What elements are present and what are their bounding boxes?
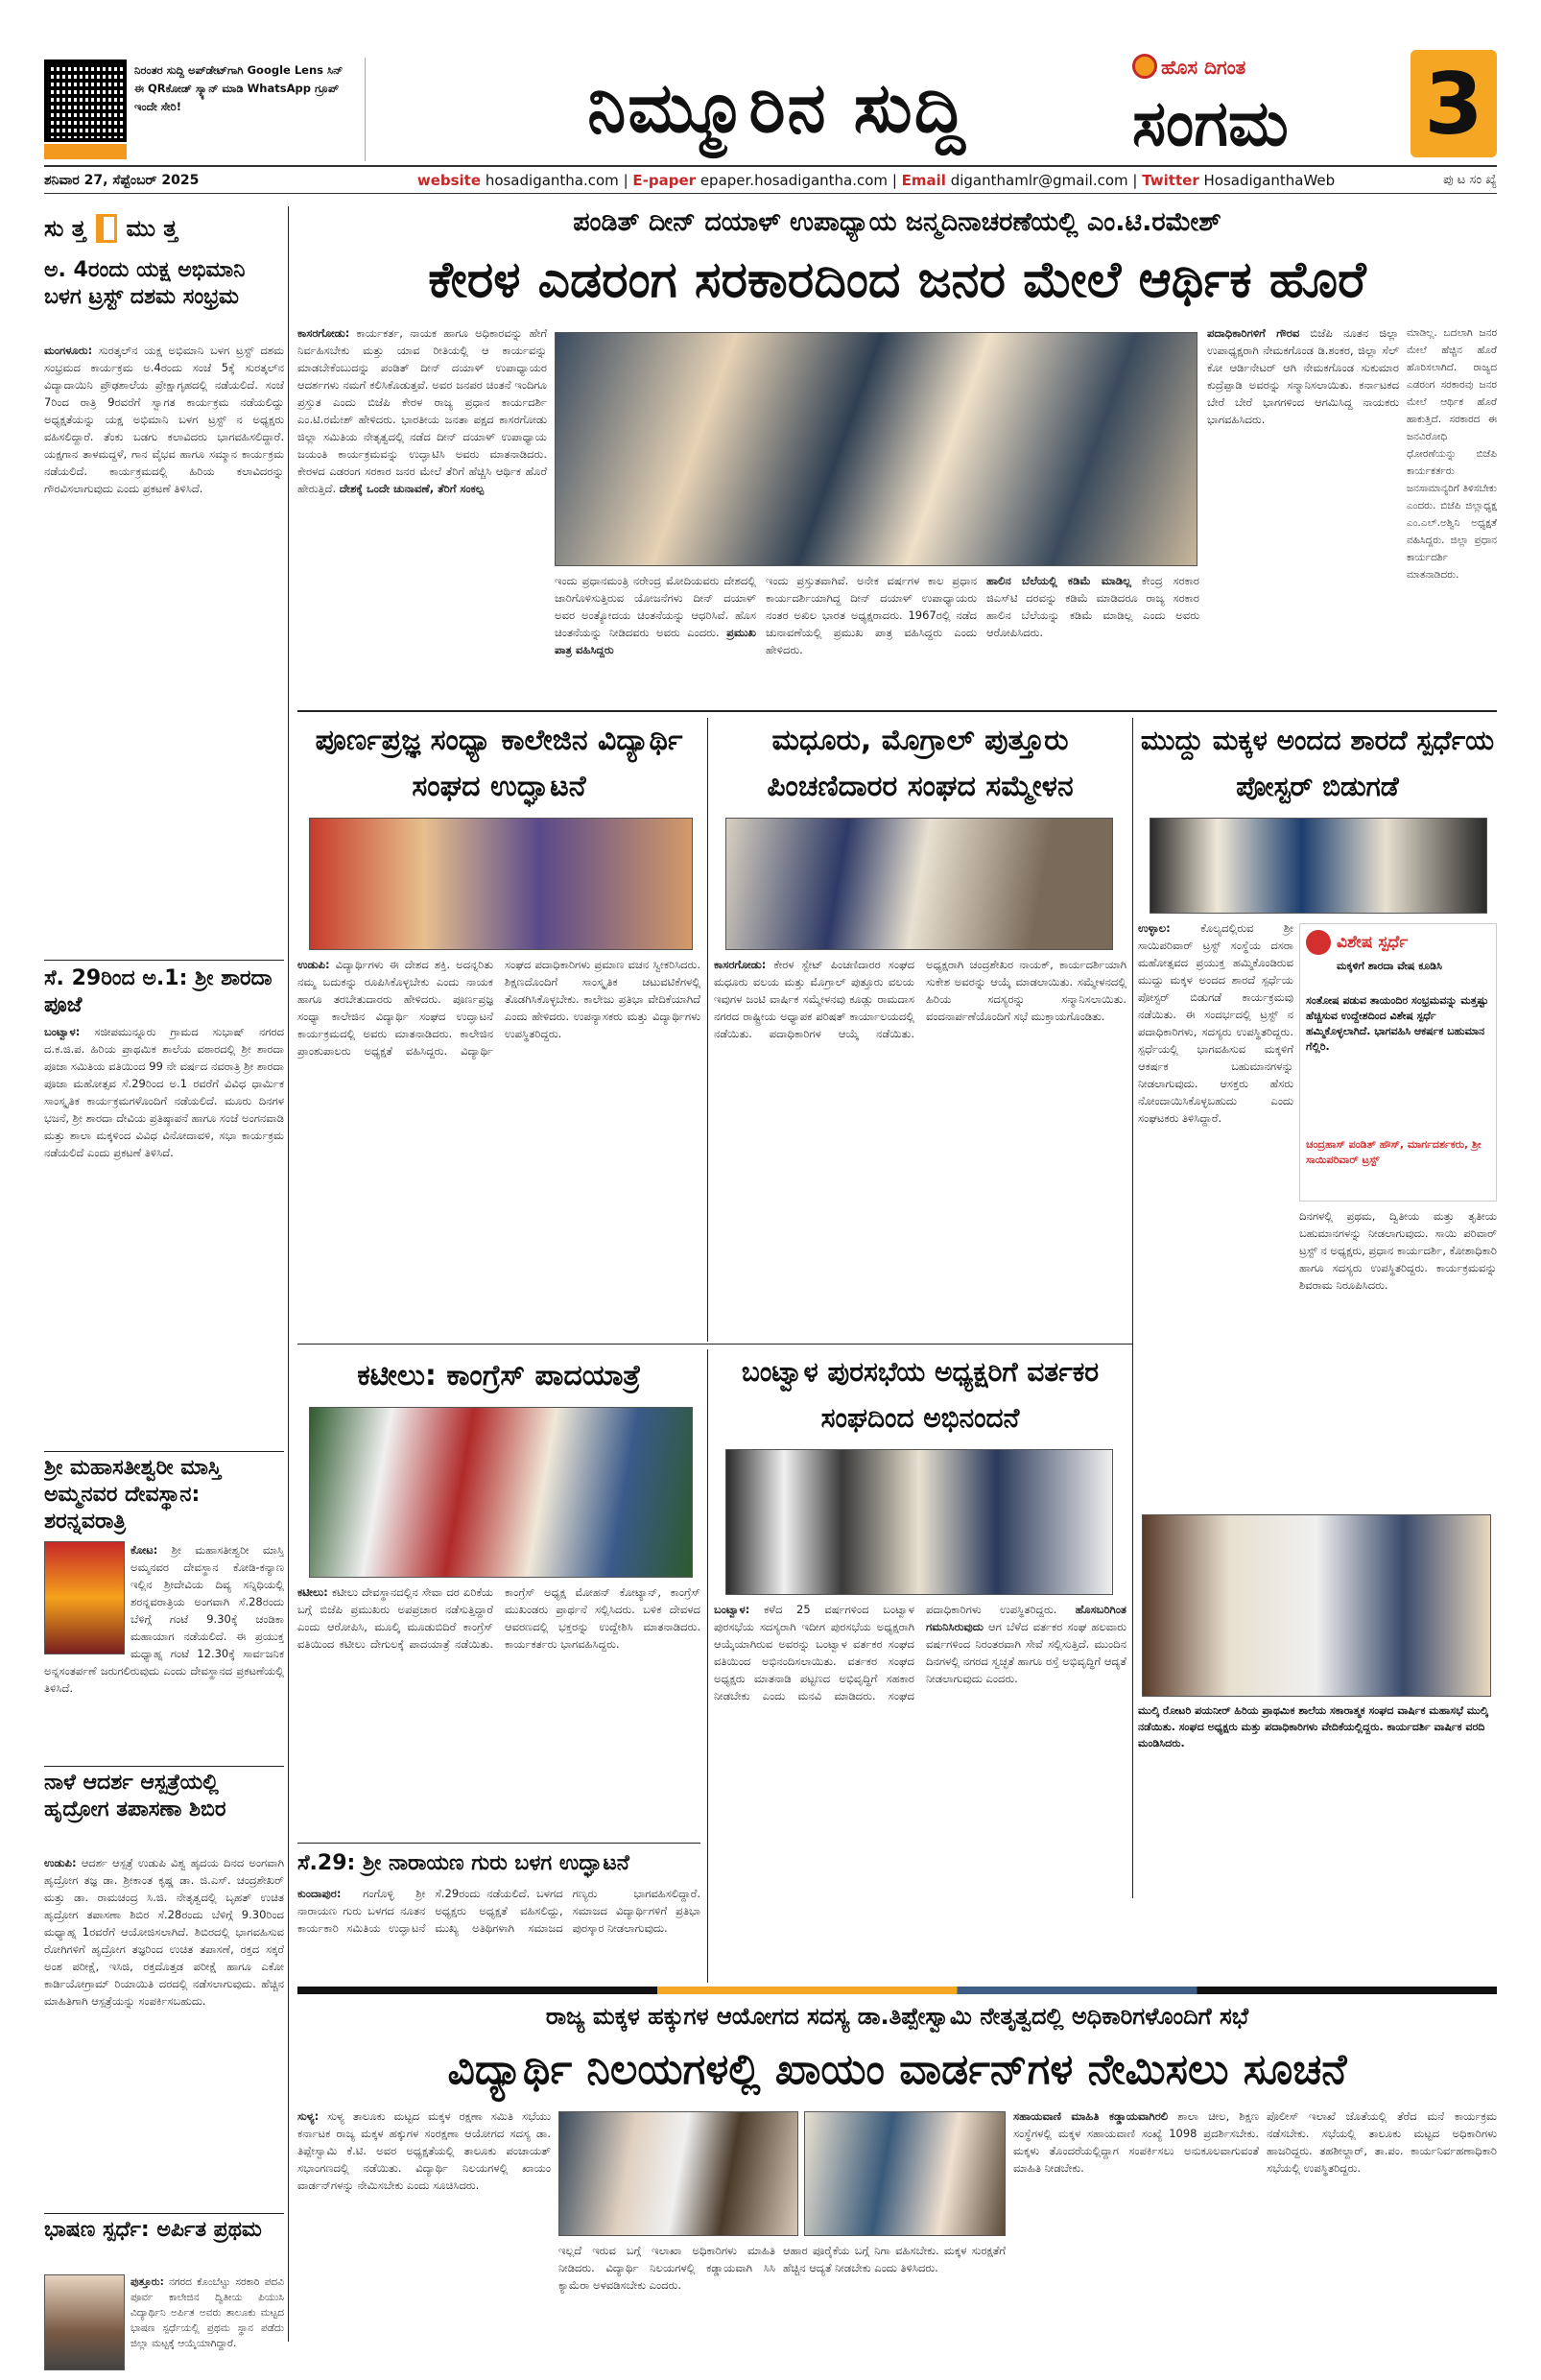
story8-photo <box>1142 1514 1491 1697</box>
twitter-label: Twitter <box>1142 171 1199 189</box>
bottom-photo-right <box>804 2111 1006 2236</box>
bottom-headline: ವಿದ್ಯಾರ್ಥಿ ನಿಲಯಗಳಲ್ಲಿ ಖಾಯಂ ವಾರ್ಡನ್‌ಗಳ ನೇಮಿಸಲು ಸೂಚನೆ <box>447 2045 1347 2094</box>
section-left: ಸು ತ್ತ <box>44 215 86 242</box>
sidebar-story3-body: ಕೋಟ: ಶ್ರೀ ಮಹಾಸತೀಶ್ವರೀ ಮಾಸ್ತಿ ಅಮ್ಮನವರ ದೇವಸ್ಥಾನ ಕೋಡಿ-ಕನ್ಯಾಣ ಇಲ್ಲಿನ ಶ್ರೀದೇವಿಯ ದಿವ್ಯ ಸನ್ನಿಧಿಯಲ್ಲಿ ಶರನ್ನವರಾತ್ರಿಯ ಅಂಗವಾಗಿ ಸೆ.28ರಂದು ಬೆಳಿಗ್ಗೆ ಗಂಟೆ 9.30ಕ್ಕೆ ಚಂಡಿಕಾ ಮಹಾಯಾಗ ನಡೆಯಲಿದೆ. ಈ ಪ್ರಯುಕ್ತ ಮಧ್ಯಾಹ್ನ ಗಂಟೆ 12.30ಕ್ಕೆ ಸಾರ್ವಜನಿಕ ಅನ್ನಸಂತರ್ಪಣೆ ಜರುಗಲಿರುವುದು ಎಂದು ದೇವಸ್ಥಾನದ ಪ್ರಕಟಣೆಯಲ್ಲಿ ತಿಳಿಸಿದೆ. <box>44 1543 284 1695</box>
sidebar-story5-body: ಪುತ್ತೂರು: ನಗರದ ಕೊಂಬೆಟ್ಟು ಸರಕಾರಿ ಪದವಿ ಪೂರ್ವ ಕಾಲೇಜಿನ ದ್ವಿತೀಯ ಪಿಯುಸಿ ವಿದ್ಯಾರ್ಥಿನಿ ಅರ್ಪಿತ ಅವರು ತಾಲೂಕು ಮಟ್ಟದ ಭಾಷಣ ಸ್ಪರ್ಧೆಯಲ್ಲಿ ಪ್ರಥಮ ಸ್ಥಾನ ಪಡೆದು ಜಿಲ್ಲಾ ಮಟ್ಟಕ್ಕೆ ಆಯ್ಕೆಯಾಗಿದ್ದಾರೆ. <box>130 2276 284 2349</box>
special-contest-box <box>1299 923 1497 1202</box>
story6-photo <box>725 1449 1113 1595</box>
page-tag: ಪು ಟ ಸಂ ಖ್ಯೆ <box>1443 173 1497 187</box>
lead-far-right-col: ಮಾಡಿಲ್ಲ. ಬದಲಾಗಿ ಜನರ ಮೇಲೆ ಹೆಚ್ಚಿನ ಹೊರೆ ಹೊರಿಸಲಾಗಿದೆ. ರಾಜ್ಯದ ಎಡರಂಗ ಸರಕಾರವು ಜನರ ಮೇಲೆ ಆರ್ಥಿಕ ಹೊರೆ ಹಾಕುತ್ತಿದೆ. ಸರಕಾರದ ಈ ಜನವಿರೋಧಿ ಧೋರಣೆಯನ್ನು ಬಿಜೆಪಿ ಕಾರ್ಯಕರ್ತರು ಜನಸಾಮಾನ್ಯರಿಗೆ ತಿಳಿಸಬೇಕು ಎಂದರು. ಬಿಜೆಪಿ ಜಿಲ್ಲಾಧ್ಯಕ್ಷ ಎಂ.ಎಲ್.ಅಶ್ವಿನಿ ಅಧ್ಯಕ್ಷತೆ ವಹಿಸಿದ್ದರು. ಜಿಲ್ಲಾ ಪ್ರಧಾನ ಕಾರ್ಯದರ್ಶಿ ಮಾತನಾಡಿದರು. <box>1407 327 1497 581</box>
page-number: 3 <box>1424 54 1483 154</box>
sidebar-story3-headline: ಶ್ರೀ ಮಹಾಸತೀಶ್ವರೀ ಮಾಸ್ತಿ ಅಮ್ಮನವರ ದೇವಸ್ಥಾನ: ಶರನ್ನವರಾತ್ರಿ <box>44 1456 222 1534</box>
sidebar-story5-headline: ಭಾಷಣ ಸ್ಪರ್ಧೆ: ಅರ್ಪಿತ ಪ್ರಥಮ <box>44 2218 262 2242</box>
bottom-kicker: ರಾಜ್ಯ ಮಕ್ಕಳ ಹಕ್ಕುಗಳ ಆಯೋಗದ ಸದಸ್ಯ ಡಾ.ತಿಪ್ಪೇಸ್ವಾಮಿ ನೇತೃತ್ವದಲ್ಲಿ ಅಧಿಕಾರಿಗಳೊಂದಿಗೆ ಸಭೆ <box>545 2003 1249 2030</box>
bottom-col2: ಇಲ್ಲದೆ ಇರುವ ಬಗ್ಗೆ ಇಲಾಖಾ ಅಧಿಕಾರಿಗಳು ಮಾಹಿತಿ ನೀಡಿದರು. ವಿದ್ಯಾರ್ಥಿ ನಿಲಯಗಳಲ್ಲಿ ಕಡ್ಡಾಯವಾಗಿ ಸಿಸಿ ಕ್ಯಾಮೆರಾ ಅಳವಡಿಸಬೇಕು ಎಂದರು. <box>558 2244 775 2292</box>
lead-col1: ಕಾಸರಗೋಡು: ಕಾರ್ಯಕರ್ತ, ನಾಯಕ ಹಾಗೂ ಅಧಿಕಾರವನ್ನು ಹೇಗೆ ನಿರ್ವಹಿಸಬೇಕು ಮತ್ತು ಯಾವ ರೀತಿಯಲ್ಲಿ ಆ ಕಾರ್ಯವನ್ನು ಮಾಡಬೇಕೆಂಬುದನ್ನು ಪಂಡಿತ್ ದೀನ್ ದಯಾಳ್ ಉಪಾಧ್ಯಾಯರ ಆದರ್ಶಗಳು ನಮಗೆ ಕಲಿಸಿಕೊಡುತ್ತವೆ. ಅವರ ಜನಪರ ಚಿಂತನೆ ಇಂದಿಗೂ ಪ್ರಸ್ತುತ ಎಂದು ಬಿಜೆಪಿ ಕೇರಳ ರಾಜ್ಯ ಪ್ರಧಾನ ಕಾರ್ಯದರ್ಶಿ ಎಂ.ಟಿ.ರಮೇಶ್ ಹೇಳಿದರು. ಭಾರತೀಯ ಜನತಾ ಪಕ್ಷದ ಕಾಸರಗೋಡು ಜಿಲ್ಲಾ ಸಮಿತಿಯ ನೇತೃತ್ವದಲ್ಲಿ ನಡೆದ ದೀನ್ ದಯಾಳ್ ಉಪಾಧ್ಯಾಯ ಜಯಂತಿ ಕಾರ್ಯಕ್ರಮವನ್ನು ಉದ್ಘಾಟಿಸಿ ಅವರು ಮಾತನಾಡಿದರು. ಕೇರಳದ ಎಡರಂಗ ಸರಕಾರ ಜನರ ಮೇಲೆ ತೆರಿಗೆ ಹೆಚ್ಚಿಸಿ ಆರ್ಥಿಕ ಹೊರೆ ಹೇರುತ್ತಿದೆ. ದೇಶಕ್ಕೆ ಒಂದೇ ಚುನಾವಣೆ, ತೆರಿಗೆ ಸಂಕಲ್ಪ <box>297 326 547 495</box>
lead-col4-text: ಹಾಲಿನ ಬೆಲೆಯಲ್ಲಿ ಕಡಿಮೆ ಮಾಡಿಲ್ಲ ಕೇಂದ್ರ ಸರಕಾರ ಜಿಎಸ್‌ಟಿ ದರವನ್ನು ಕಡಿಮೆ ಮಾಡಿದರೂ ರಾಜ್ಯ ಸರಕಾರ ಹಾಲಿನ ಬೆಲೆಯನ್ನು ಕಡಿಮೆ ಮಾಡಿಲ್ಲ ಎಂದು ಅವರು ಆರೋಪಿಸಿದರು. <box>986 574 1199 639</box>
sidebar-story1-body: ಮಂಗಳೂರು: ಸುರತ್ಕಲ್‌ನ ಯಕ್ಷ ಅಭಿಮಾನಿ ಬಳಗ ಟ್ರಸ್ಟ್ ದಶಮ ಸಂಭ್ರಮದ ಕಾರ್ಯಕ್ರಮ ಅ.4ರಂದು ಸಂಜೆ 5ಕ್ಕೆ ಸುರತ್ಕಲ್‌ನ ವಿದ್ಯಾದಾಯಿನಿ ಪ್ರೌಢಶಾಲೆಯ ಪ್ರೇಕ್ಷಾಗೃಹದಲ್ಲಿ ನಡೆಯಲಿದೆ. ಸಂಜೆ 7ರಿಂದ ರಾತ್ರಿ 9ರವರೆಗೆ ಸ್ವಾಗತ ಕಾರ್ಯಕ್ರಮ ನಡೆಯಲಿದ್ದು ಅಧ್ಯಕ್ಷತೆಯನ್ನು ಯಕ್ಷ ಅಭಿಮಾನಿ ಬಳಗ ಟ್ರಸ್ಟ್ ನ ಅಧ್ಯಕ್ಷರು ವಹಿಸಲಿದ್ದಾರೆ. ತೆಂಕು ಬಡಗು ಕಲಾವಿದರು ಭಾಗವಹಿಸಲಿದ್ದಾರೆ. ಯಕ್ಷಗಾನ ತಾಳಮದ್ದಳೆ, ಗಾನ ವೈಭವ ಹಾಗೂ ಸಮ್ಮಾನ ಕಾರ್ಯಕ್ರಮ ನಡೆಯಲಿದೆ. ಕಾರ್ಯಕ್ರಮದಲ್ಲಿ ಹಿರಿಯ ಕಲಾವಿದರನ್ನು ಗೌರವಿಸಲಾಗುವುದು ಎಂದು ಪ್ರಕಟಣೆ ತಿಳಿಸಿದೆ. <box>44 344 284 495</box>
heart-icon <box>1306 930 1331 955</box>
box-sub: ಮಕ್ಕಳಿಗೆ ಶಾರದಾ ವೇಷ ಕೂಡಿಸಿ <box>1337 960 1442 972</box>
colored-divider <box>297 1987 1497 1994</box>
story4-headline: ಮುದ್ದು ಮಕ್ಕಳ ಅಂದದ ಶಾರದೆ ಸ್ಪರ್ಧೆಯ ಪೋಸ್ಟರ್ ಬಿಡುಗಡೆ <box>1140 725 1495 802</box>
section-right: ಮು ತ್ತ <box>126 215 178 242</box>
qr-code[interactable] <box>44 60 127 142</box>
bottom-col3: ಆಹಾರ ಪೂರೈಕೆಯ ಬಗ್ಗೆ ನಿಗಾ ವಹಿಸಬೇಕು. ಮಕ್ಕಳ ಸುರಕ್ಷತೆಗೆ ಹೆಚ್ಚಿನ ಆದ್ಯತೆ ನೀಡಬೇಕು ಎಂದು ತಿಳಿಸಿದರು. <box>783 2244 1006 2274</box>
student-photo <box>44 2274 125 2370</box>
story8-caption: ಮುಲ್ಕಿ ರೋಟರಿ ಪಯನೀರ್ ಹಿರಿಯ ಪ್ರಾಥಮಿಕ ಶಾಲೆಯ ಸಕಾರಾತ್ಮಕ ಸಂಘದ ವಾರ್ಷಿಕ ಮಹಾಸಭೆ ಮುಲ್ಕಿ ನಡೆಯಿತು. ಸಂಘದ ಅಧ್ಯಕ್ಷರು ಮತ್ತು ಪದಾಧಿಕಾರಿಗಳು ವೇದಿಕೆಯಲ್ಲಿದ್ದರು. ಕಾರ್ಯದರ್ಶಿ ವಾರ್ಷಿಕ ವರದಿ ಮಂಡಿಸಿದರು. <box>1138 1704 1488 1749</box>
sidebar-story4-headline: ನಾಳೆ ಆದರ್ಶ ಆಸ್ಪತ್ರೆಯಲ್ಲಿ ಹೃದ್ರೋಗ ತಪಾಸಣಾ ಶಿಬಿರ <box>44 1771 226 1821</box>
website-label: website <box>416 171 482 189</box>
story6-body: ಬಂಟ್ವಾಳ: ಕಳೆದ 25 ವರ್ಷಗಳಿಂದ ಬಂಟ್ವಾಳ ಪುರಸಭೆಯ ಸದಸ್ಯರಾಗಿ ಇದೀಗ ಪುರಸಭೆಯ ಅಧ್ಯಕ್ಷರಾಗಿ ಆಯ್ಕೆಯಾಗಿರುವ ಅವರನ್ನು ಬಂಟ್ವಾಳ ವರ್ತಕರ ಸಂಘದ ವತಿಯಿಂದ ಅಭಿನಂದಿಸಲಾಯಿತು. ವರ್ತಕರ ಸಂಘದ ಅಧ್ಯಕ್ಷರು ಮಾತನಾಡಿ ಪಟ್ಟಣದ ಅಭಿವೃದ್ಧಿಗೆ ಸಹಕಾರ ನೀಡಬೇಕು ಎಂದು ಮನವಿ ಮಾಡಿದರು. ಸಂಘದ ಪದಾಧಿಕಾರಿಗಳು ಉಪಸ್ಥಿತರಿದ್ದರು. ಹೊಸಬರಿಗಿಂತ ಗಮನಿಸಿರುವುದು ಆಗ ಬೆಳೆದ ವರ್ತಕರ ಸಂಘ ಹಲವಾರು ವರ್ಷಗಳಿಂದ ನಿರಂತರವಾಗಿ ಸೇವೆ ಸಲ್ಲಿಸುತ್ತಿದೆ. ಮುಂದಿನ ದಿನಗಳಲ್ಲಿ ನಗರದ ಸ್ವಚ್ಛತೆ ಹಾಗೂ ರಸ್ತೆ ಅಭಿವೃದ್ಧಿಗೆ ಆದ್ಯತೆ ನೀಡಲಾಗುವುದು ಎಂದರು. <box>714 1603 1126 1702</box>
sidebar-story2-body: ಬಂಟ್ವಾಳ: ಸಜೀಪಮುನ್ನೂರು ಗ್ರಾಮದ ಸುಭಾಷ್ ನಗರದ ದ.ಕ.ಜಿ.ಪ. ಹಿರಿಯ ಪ್ರಾಥಮಿಕ ಶಾಲೆಯ ವಠಾರದಲ್ಲಿ ಶ್ರೀ ಶಾರದಾ ಪೂಜಾ ಸಮಿತಿಯ ವತಿಯಿಂದ 99 ನೇ ವರ್ಷದ ನವರಾತ್ರಿ ಶ್ರೀ ಶಾರದಾ ಪೂಜಾ ಮಹೋತ್ಸವ ಸೆ.29ರಿಂದ ಅ.1 ರವರೆಗೆ ವಿವಿಧ ಧಾರ್ಮಿಕ ಸಾಂಸ್ಕೃತಿಕ ಕಾರ್ಯಕ್ರಮಗಳೊಂದಿಗೆ ನಡೆಯಲಿದೆ. ಮೂರು ದಿನಗಳ ಭಜನೆ, ಶ್ರೀ ಶಾರದಾ ದೇವಿಯ ಪ್ರತಿಷ್ಠಾಪನೆ ಹಾಗೂ ಸಂಜೆ ಅಂಗನವಾಡಿ ಮತ್ತು ಶಾಲಾ ಮಕ್ಕಳಿಂದ ವಿವಿಧ ವಿನೋದಾವಳಿ, ಸಭಾ ಕಾರ್ಯಕ್ರಮ ನಡೆಯಲಿದೆ ಎಂದು ಪ್ರಕಟಣೆ ತಿಳಿಸಿದೆ. <box>44 1025 284 1159</box>
book-icon <box>96 214 117 243</box>
info-strip: ಶನಿವಾರ 27, ಸೆಪ್ಟೆಂಬರ್ 2025 website hosadigantha.com | E-paper epaper.hosadigantha.com | Email diganthamlr@gmail.com | Twitter HosadiganthaWeb ಪು ಟ ಸಂ ಖ್ಯೆ <box>44 165 1497 194</box>
bottom-col1: ಸುಳ್ಯ: ಸುಳ್ಯ ತಾಲೂಕು ಮಟ್ಟದ ಮಕ್ಕಳ ರಕ್ಷಣಾ ಸಮಿತಿ ಸಭೆಯು ಕರ್ನಾಟಕ ರಾಜ್ಯ ಮಕ್ಕಳ ಹಕ್ಕುಗಳ ಸಂರಕ್ಷಣಾ ಆಯೋಗದ ಸದಸ್ಯ ಡಾ. ತಿಪ್ಪೇಸ್ವಾಮಿ ಕೆ.ಟಿ. ಅವರ ಅಧ್ಯಕ್ಷತೆಯಲ್ಲಿ ತಾಲೂಕು ಪಂಚಾಯತ್ ಸಭಾಂಗಣದಲ್ಲಿ ನಡೆಯಿತು. ವಿದ್ಯಾರ್ಥಿ ನಿಲಯಗಳಲ್ಲಿ ಖಾಯಂ ವಾರ್ಡನ್‌ಗಳನ್ನು ನೇಮಿಸಬೇಕು ಎಂದು ಸೂಚಿಸಿದರು. <box>297 2109 551 2192</box>
story4-body: ಉಳ್ಳಾಲ: ಕೊಲ್ಯದಲ್ಲಿರುವ ಶ್ರೀ ಸಾಯಿಪರಿವಾರ್ ಟ್ರಸ್ಟ್ ಸಂಸ್ಥೆಯ ದಸರಾ ಮಹೋತ್ಸವದ ಪ್ರಯುಕ್ತ ಹಮ್ಮಿಕೊಂಡಿರುವ ಮುದ್ದು ಮಕ್ಕಳ ಅಂದದ ಶಾರದೆ ಸ್ಪರ್ಧೆಯ ಪೋಸ್ಟರ್ ಬಿಡುಗಡೆ ಕಾರ್ಯಕ್ರಮವು ನಡೆಯಿತು. ಈ ಸಂದರ್ಭದಲ್ಲಿ ಟ್ರಸ್ಟ್ ನ ಪದಾಧಿಕಾರಿಗಳು, ಸದಸ್ಯರು ಉಪಸ್ಥಿತರಿದ್ದರು. ಸ್ಪರ್ಧೆಯಲ್ಲಿ ಭಾಗವಹಿಸುವ ಮಕ್ಕಳಿಗೆ ಆಕರ್ಷಕ ಬಹುಮಾನಗಳನ್ನು ನೀಡಲಾಗುವುದು. ಆಸಕ್ತರು ಹೆಸರು ನೋಂದಾಯಿಸಿಕೊಳ್ಳಬಹುದು ಎಂದು ಸಂಘಟಕರು ತಿಳಿಸಿದ್ದಾರೆ. <box>1138 921 1293 1125</box>
lead-col2: ಇಂದು ಪ್ರಧಾನಮಂತ್ರಿ ನರೇಂದ್ರ ಮೋದಿಯವರು ದೇಶದಲ್ಲಿ ಜಾರಿಗೊಳಿಸುತ್ತಿರುವ ಯೋಜನೆಗಳು ದೀನ್ ದಯಾಳ್ ಅವರ ಅಂತ್ಯೋದಯ ಚಿಂತನೆಯನ್ನು ಆಧರಿಸಿವೆ. ಹೊಸ ಚಿಂತನೆಯನ್ನು ನೀಡಿದವರು ಅವರು ಎಂದರು. ಪ್ರಮುಖ ಪಾತ್ರ ವಹಿಸಿದ್ದರು <box>555 574 756 656</box>
story5-photo <box>309 1407 693 1578</box>
box-body: ಸಂತೋಷ ಪಡುವ ತಾಯಂದಿರ ಸಂಭ್ರಮವನ್ನು ಮತ್ತಷ್ಟು ಹೆಚ್ಚಿಸುವ ಉದ್ದೇಶದಿಂದ ವಿಶೇಷ ಸ್ಪರ್ಧೆ ಹಮ್ಮಿಕೊಳ್ಳಲಾಗಿದೆ. ಭಾಗವಹಿಸಿ ಆಕರ್ಷಕ ಬಹುಮಾನ ಗೆಲ್ಲಿರಿ. <box>1306 994 1489 1053</box>
date: ಶನಿವಾರ 27, ಸೆಪ್ಟೆಂಬರ್ 2025 <box>44 172 200 188</box>
story5-body: ಕಟೀಲು: ಕಟೀಲು ದೇವಸ್ಥಾನದಲ್ಲಿನ ಸೇವಾ ದರ ಏರಿಕೆಯ ಬಗ್ಗೆ ಬಿಜೆಪಿ ಪ್ರಮುಖರು ಅಪಪ್ರಚಾರ ನಡೆಸುತ್ತಿದ್ದಾರೆ ಎಂದು ಆರೋಪಿಸಿ, ಮೂಲ್ಕಿ ಮೂಡುಬಿದಿರೆ ಕಾಂಗ್ರೆಸ್ ವತಿಯಿಂದ ಕಟೀಲು ದೇಗುಲಕ್ಕೆ ಪಾದಯಾತ್ರೆ ನಡೆಯಿತು. ಕಾಂಗ್ರೆಸ್ ಅಧ್ಯಕ್ಷ ಮೋಹನ್ ಕೋಟ್ಯಾನ್, ಕಾಂಗ್ರೆಸ್ ಮುಖಂಡರು ಪ್ರಾರ್ಥನೆ ಸಲ್ಲಿಸಿದರು. ಬಳಿಕ ದೇವಳದ ಆವರಣದಲ್ಲಿ ಭಕ್ತರನ್ನು ಉದ್ದೇಶಿಸಿ ಮಾತನಾಡಿದರು. ಕಾರ್ಯಕರ್ತರು ಭಾಗವಹಿಸಿದ್ದರು. <box>297 1585 700 1651</box>
lead-kicker: ಪಂಡಿತ್ ದೀನ್ ದಯಾಳ್ ಉಪಾಧ್ಯಾಯ ಜನ್ಮದಿನಾಚರಣೆಯಲ್ಲಿ ಎಂ.ಟಿ.ರಮೇಶ್ <box>573 207 1221 237</box>
story2-photo <box>309 818 693 950</box>
story7-body: ಕುಂದಾಪುರ: ಗಂಗೊಳ್ಳಿ ಶ್ರೀ ನಾರಾಯಣ ಗುರು ಬಳಗದ ನೂತನ ಕಾರ್ಯಕಾರಿ ಸಮಿತಿಯ ಉದ್ಘಾಟನೆ ಸೆ.29ರಂದು ನಡೆಯಲಿದೆ. ಬಳಗದ ಅಧ್ಯಕ್ಷರು ಅಧ್ಯಕ್ಷತೆ ವಹಿಸಲಿದ್ದು, ಮುಖ್ಯ ಅತಿಥಿಗಳಾಗಿ ಸಮಾಜದ ಗಣ್ಯರು ಭಾಗವಹಿಸಲಿದ್ದಾರೆ. ಸಮಾಜದ ವಿದ್ಯಾರ್ಥಿಗಳಿಗೆ ಪ್ರತಿಭಾ ಪುರಸ್ಕಾರ ನೀಡಲಾಗುವುದು. <box>297 1887 700 1935</box>
bottom-photo-left <box>558 2111 798 2236</box>
lead-headline: ಕೇರಳ ಎಡರಂಗ ಸರಕಾರದಿಂದ ಜನರ ಮೇಲೆ ಆರ್ಥಿಕ ಹೊರೆ <box>428 251 1366 309</box>
box-foot: ಚಂದ್ರಹಾಸ್ ಪಂಡಿತ್ ಹೌಸ್, ಮಾರ್ಗದರ್ಶಕರು, ಶ್ರೀ ಸಾಯಿಪರಿವಾರ್ ಟ್ರಸ್ಟ್ <box>1306 1138 1482 1166</box>
box-head: ವಿಶೇಷ ಸ್ಪರ್ಧೆ <box>1337 933 1409 952</box>
email-label: Email <box>901 171 946 189</box>
bottom-col4: ಸಹಾಯವಾಣಿ ಮಾಹಿತಿ ಕಡ್ಡಾಯವಾಗಿರಲಿ ಶಾಲಾ ಚೀಲ, ಶಿಕ್ಷಣ ಸಂಸ್ಥೆಗಳಲ್ಲಿ ಮಕ್ಕಳ ಸಹಾಯವಾಣಿ ಸಂಖ್ಯೆ 1098 ಪ್ರದರ್ಶಿಸಬೇಕು. ಮಕ್ಕಳು ತೊಂದರೆಯಲ್ಲಿದ್ದಾಗ ಸಂಪರ್ಕಿಸಲು ಅನುಕೂಲವಾಗುವಂತೆ ಮಾಹಿತಿ ನೀಡಬೇಕು. <box>1013 2109 1259 2175</box>
sidebar-story4-body: ಉಡುಪಿ: ಆದರ್ಶ ಆಸ್ಪತ್ರೆ ಉಡುಪಿ ವಿಶ್ವ ಹೃದಯ ದಿನದ ಅಂಗವಾಗಿ ಹೃದ್ರೋಗ ತಜ್ಞ ಡಾ. ಶ್ರೀಕಾಂತ ಕೃಷ್ಣ ಡಾ. ಜಿ.ಎಸ್. ಚಂದ್ರಶೇಖರ್ ಮತ್ತು ಡಾ. ರಾಮಚಂದ್ರ ಸಿ.ಜಿ. ನೇತೃತ್ವದಲ್ಲಿ ಬೃಹತ್ ಉಚಿತ ಹೃದ್ರೋಗ ತಪಾಸಣಾ ಶಿಬಿರ ಸೆ.28ರಂದು ಬೆಳಿಗ್ಗೆ 9.30ರಿಂದ ಮಧ್ಯಾಹ್ನ 1ರವರೆಗೆ ಆಯೋಜಿಸಲಾಗಿದೆ. ಶಿಬಿರದಲ್ಲಿ ಭಾಗವಹಿಸುವ ರೋಗಿಗಳಿಗೆ ಹೃದ್ರೋಗ ತಜ್ಞರಿಂದ ಉಚಿತ ತಪಾಸಣೆ, ರಕ್ತದ ಸಕ್ಕರೆ ಅಂಶ ಪರೀಕ್ಷೆ, ಇಸಿಜಿ, ರಕ್ತದೊತ್ತಡ ಪರೀಕ್ಷೆ ಹಾಗೂ ಎಕೋ ಕಾರ್ಡಿಯೋಗ್ರಾಮ್ ರಿಯಾಯಿತಿ ದರದಲ್ಲಿ ನಡೆಸಲಾಗುವುದು. ಹೆಚ್ಚಿನ ಮಾಹಿತಿಗಾಗಿ ಆಸ್ಪತ್ರೆಯನ್ನು ಸಂಪರ್ಕಿಸಬಹುದು. <box>44 1856 284 2008</box>
sidebar-story1-headline: ಅ. 4ರಂದು ಯಕ್ಷ ಅಭಿಮಾನಿ ಬಳಗ ಟ್ರಸ್ಟ್ ದಶಮ ಸಂಭ್ರಮ <box>44 258 246 309</box>
story3-headline: ಮಧೂರು, ಮೊಗ್ರಾಲ್ ಪುತ್ತೂರು ಪಿಂಚಣಿದಾರರ ಸಂಘದ ಸಮ್ಮೇಳನ <box>767 724 1074 803</box>
story2-body: ಉಡುಪಿ: ವಿದ್ಯಾರ್ಥಿಗಳು ಈ ದೇಶದ ಶಕ್ತಿ. ಅದನ್ನರಿತು ನಮ್ಮ ಬದುಕನ್ನು ರೂಪಿಸಿಕೊಳ್ಳಬೇಕು ಎಂದು ನಾಯಕ ಹಾಗೂ ತರಬೇತುದಾರರು ಹೇಳಿದರು. ಪೂರ್ಣಪ್ರಜ್ಞ ಸಂಧ್ಯಾ ಕಾಲೇಜಿನ ವಿದ್ಯಾರ್ಥಿ ಸಂಘದ ಉದ್ಘಾಟನೆ ಕಾರ್ಯಕ್ರಮದಲ್ಲಿ ಅವರು ಮಾತನಾಡಿದರು. ಕಾಲೇಜಿನ ಪ್ರಾಂಶುಪಾಲರು ಅಧ್ಯಕ್ಷತೆ ವಹಿಸಿದ್ದರು. ವಿದ್ಯಾರ್ಥಿ ಸಂಘದ ಪದಾಧಿಕಾರಿಗಳು ಪ್ರಮಾಣ ವಚನ ಸ್ವೀಕರಿಸಿದರು. ಶಿಕ್ಷಣದೊಂದಿಗೆ ಸಾಂಸ್ಕೃತಿಕ ಚಟುವಟಿಕೆಗಳಲ್ಲಿ ತೊಡಗಿಸಿಕೊಳ್ಳಬೇಕು. ಕಾಲೇಜು ಪ್ರತಿಭಾ ವೇದಿಕೆಯಾಗಿದೆ ಎಂದು ಹೇಳಿದರು. ಉಪನ್ಯಾಸಕರು ಮತ್ತು ವಿದ್ಯಾರ್ಥಿಗಳು ಉಪಸ್ಥಿತರಿದ್ದರು. <box>297 958 700 1058</box>
story6-headline: ಬಂಟ್ವಾಳ ಪುರಸಭೆಯ ಅಧ್ಯಕ್ಷರಿಗೆ ವರ್ತಕರ ಸಂಘದಿಂದ ಅಭಿನಂದನೆ <box>741 1356 1100 1434</box>
section-title: ಸಂಗಮ <box>1132 86 1289 160</box>
lead-col3: ಇಂದು ಪ್ರಸ್ತುತವಾಗಿವೆ. ಅನೇಕ ವರ್ಷಗಳ ಕಾಲ ಪ್ರಧಾನ ಕಾರ್ಯದರ್ಶಿಯಾಗಿದ್ದ ದೀನ್ ದಯಾಳ್ ಉಪಾಧ್ಯಾಯರು ನಂತರ ಅಖಿಲ ಭಾರತ ಅಧ್ಯಕ್ಷರಾದರು. 1967ರಲ್ಲಿ ನಡೆದ ಚುನಾವಣೆಯಲ್ಲಿ ಪ್ರಮುಖ ಪಾತ್ರ ವಹಿಸಿದ್ದರು ಎಂದು ಹೇಳಿದರು. <box>766 574 977 656</box>
brand-logo <box>1132 54 1157 79</box>
qr-promo: ನಿರಂತರ ಸುದ್ದಿ ಅಪ್‌ಡೇಟ್‌ಗಾಗಿ Google Lens ಸಿನ್ ಈ QRಕೋಡ್ ಸ್ಕ್ಯಾನ್ ಮಾಡಿ WhatsApp ಗ್ರೂಪ್ ಇಂದೇ ಸೇರಿ! <box>134 63 344 113</box>
lead-photo <box>555 332 1197 566</box>
orange-bar <box>44 144 127 159</box>
story3-body: ಕಾಸರಗೋಡು: ಕೇರಳ ಸ್ಟೇಟ್ ಪಿಂಚಣಿದಾರರ ಸಂಘದ ಮಧೂರು ವಲಯ ಮತ್ತು ಮೊಗ್ರಾಲ್ ಪುತ್ತೂರು ವಲಯ ಇವುಗಳ ಜಂಟಿ ವಾರ್ಷಿಕ ಸಮ್ಮೇಳನವು ಕೂಡ್ಲು ರಾಮದಾಸ ನಗರದ ರಾಷ್ಟ್ರೀಯ ಅಧ್ಯಾಪಕ ಪರಿಷತ್ ಕಾರ್ಯಾಲಯದಲ್ಲಿ ನಡೆಯಿತು. ಪದಾಧಿಕಾರಿಗಳ ಆಯ್ಕೆ ನಡೆಯಿತು. ಅಧ್ಯಕ್ಷರಾಗಿ ಚಂದ್ರಶೇಖರ ನಾಯಕ್, ಕಾರ್ಯದರ್ಶಿಯಾಗಿ ಸುಕೇಶ ಅವರನ್ನು ಆಯ್ಕೆ ಮಾಡಲಾಯಿತು. ಸಮ್ಮೇಳನದಲ್ಲಿ ಹಿರಿಯ ಸದಸ್ಯರನ್ನು ಸನ್ಮಾನಿಸಲಾಯಿತು. ವಂದನಾರ್ಪಣೆಯೊಂದಿಗೆ ಸಭೆ ಮುಕ್ತಾಯಗೊಂಡಿತು. <box>714 958 1126 1040</box>
epaper-label: E-paper <box>632 171 697 189</box>
twitter-link[interactable]: HosadiganthaWeb <box>1203 171 1336 189</box>
story2-headline: ಪೂರ್ಣಪ್ರಜ್ಞ ಸಂಧ್ಯಾ ಕಾಲೇಜಿನ ವಿದ್ಯಾರ್ಥಿ ಸಂಘದ ಉದ್ಘಾಟನೆ <box>315 724 683 803</box>
lead-right-col: ಪದಾಧಿಕಾರಿಗಳಿಗೆ ಗೌರವ ಬಿಜೆಪಿ ನೂತನ ಜಿಲ್ಲಾ ಉಪಾಧ್ಯಕ್ಷರಾಗಿ ನೇಮಕಗೊಂಡ ಡಿ.ಶಂಕರ, ಜಿಲ್ಲಾ ಸೆಲ್ ಕೋ ಆರ್ಡಿನೇಟರ್ ಆಗಿ ನೇಮಕಗೊಂಡ ಸುಕುಮಾರ ಕುದ್ರೆಪ್ಪಾಡಿ ಅವರನ್ನು ಸನ್ಮಾನಿಸಲಾಯಿತು. ಕರ್ನಾಟಕದ ಬೇರೆ ಬೇರೆ ಭಾಗಗಳಿಂದ ಆಗಮಿಸಿದ್ದ ನಾಯಕರು ಭಾಗವಹಿಸಿದರು. <box>1207 326 1399 426</box>
sidebar-story2-headline: ಸೆ. 29ರಿಂದ ಅ.1: ಶ್ರೀ ಶಾರದಾ ಪೂಜೆ <box>44 966 273 1017</box>
epaper-link[interactable]: epaper.hosadigantha.com <box>699 171 889 189</box>
page-number-box <box>1411 50 1497 157</box>
story5-headline: ಕಟೀಲು: ಕಾಂಗ್ರೆಸ್ ಪಾದಯಾತ್ರೆ <box>357 1359 641 1392</box>
sidebar-section-head <box>44 209 284 248</box>
email-link[interactable]: diganthamlr@gmail.com <box>950 171 1128 189</box>
local-title: ನಿಮ್ಮೂರಿನ ಸುದ್ದಿ <box>587 67 967 148</box>
story3-photo <box>725 818 1113 950</box>
story4-photo <box>1150 818 1487 914</box>
story7-headline: ಸೆ.29: ಶ್ರೀ ನಾರಾಯಣ ಗುರು ಬಳಗ ಉದ್ಘಾಟನೆ <box>297 1851 629 1875</box>
story4-body2: ದಿನಗಳಲ್ಲಿ ಪ್ರಥಮ, ದ್ವಿತೀಯ ಮತ್ತು ತೃತೀಯ ಬಹುಮಾನಗಳನ್ನು ನೀಡಲಾಗುವುದು. ಸಾಯಿ ಪರಿವಾರ್ ಟ್ರಸ್ಟ್ ನ ಅಧ್ಯಕ್ಷರು, ಪ್ರಧಾನ ಕಾರ್ಯದರ್ಶಿ, ಕೋಶಾಧಿಕಾರಿ ಹಾಗೂ ಸದಸ್ಯರು ಉಪಸ್ಥಿತರಿದ್ದರು. ಕಾರ್ಯಕ್ರಮವನ್ನು ಶಿವರಾಮ ನಿರೂಪಿಸಿದರು. <box>1299 1209 1497 1292</box>
website-link[interactable]: hosadigantha.com <box>485 171 619 189</box>
brand-small: ಹೊಸ ದಿಗಂತ <box>1161 56 1246 79</box>
bottom-col5: ಪೊಲೀಸ್ ಇಲಾಖೆ ಜೊತೆಯಲ್ಲಿ ತೆರೆದ ಮನೆ ಕಾರ್ಯಕ್ರಮ ನಡೆಸಬೇಕು. ಸಭೆಯಲ್ಲಿ ತಾಲೂಕು ಮಟ್ಟದ ಅಧಿಕಾರಿಗಳು ಹಾಜರಿದ್ದರು. ತಹಶೀಲ್ದಾರ್, ತಾ.ಪಂ. ಕಾರ್ಯನಿರ್ವಹಣಾಧಿಕಾರಿ ಸಭೆಯಲ್ಲಿ ಉಪಸ್ಥಿತರಿದ್ದರು. <box>1267 2109 1497 2175</box>
